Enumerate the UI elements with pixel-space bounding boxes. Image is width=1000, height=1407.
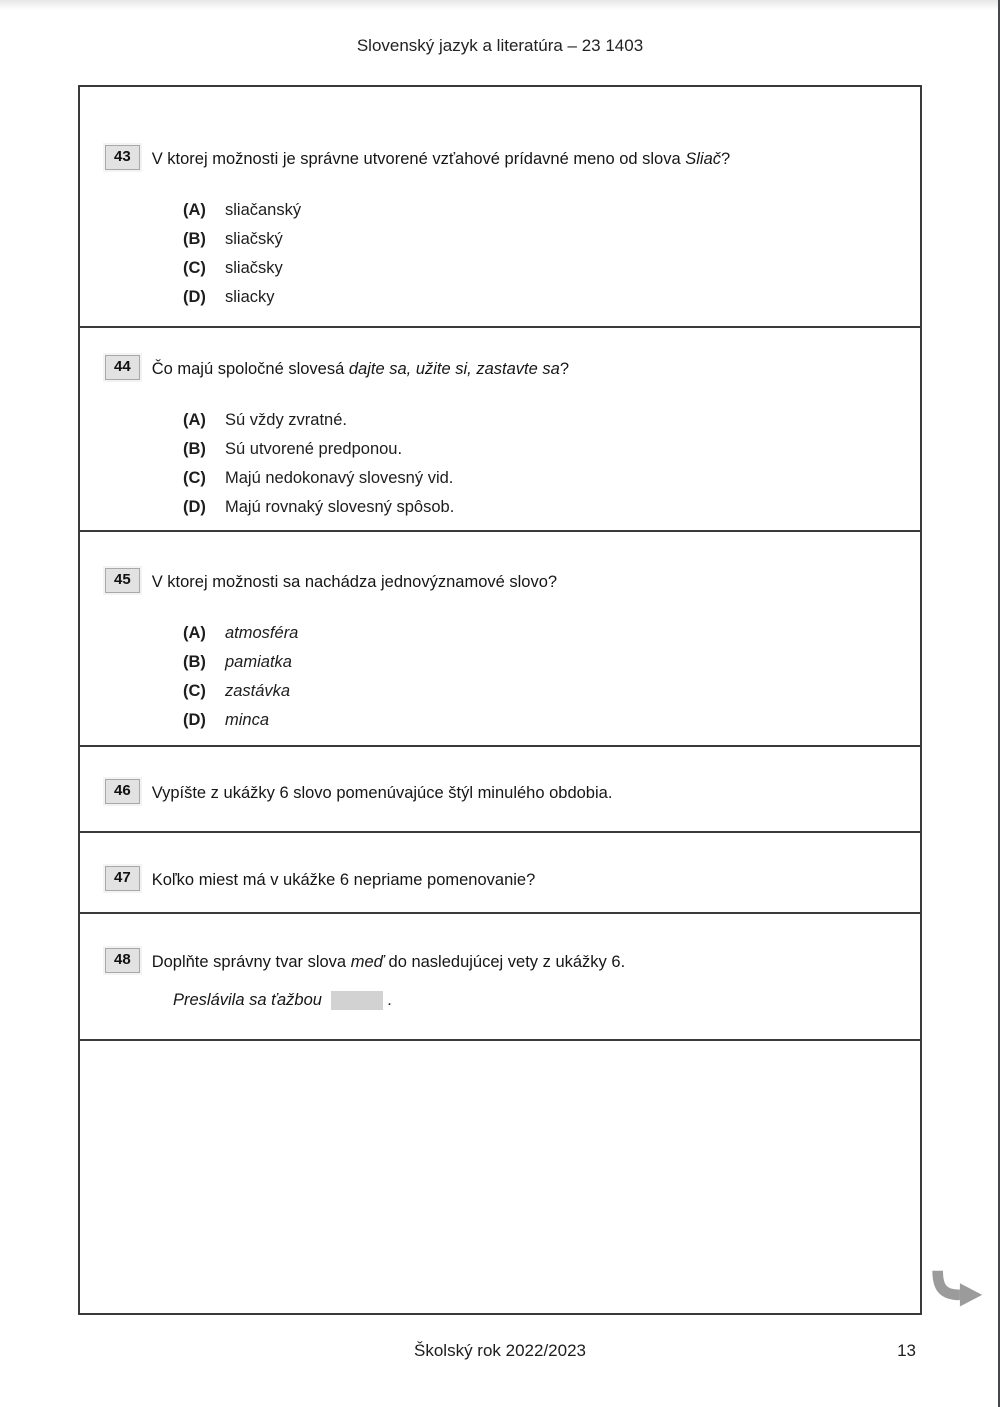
question-section-47 <box>80 831 920 912</box>
question-number-badge: 44 <box>105 355 140 380</box>
option-row-d <box>183 283 892 312</box>
fill-sentence-period: . <box>387 991 393 1010</box>
question-section-43 <box>80 87 920 326</box>
option-text: minca <box>225 711 270 730</box>
option-text: Majú nedokonavý slovesný vid. <box>225 469 454 488</box>
fill-sentence <box>173 991 892 1010</box>
question-number-badge: 46 <box>105 779 140 804</box>
prompt-text-after: ? <box>559 360 570 378</box>
answer-blank <box>331 991 383 1010</box>
footer-page-number: 13 <box>897 1341 916 1360</box>
option-text: zastávka <box>225 682 291 701</box>
option-text: Majú rovnaký slovesný spôsob. <box>225 498 455 517</box>
prompt-italic-text: meď <box>350 953 384 971</box>
option-row-b <box>183 648 892 677</box>
option-row-c <box>183 254 892 283</box>
fill-sentence-text: Preslávila sa ťažbou <box>173 991 322 1010</box>
option-text: sliačanský <box>225 201 302 220</box>
option-label: (C) <box>183 469 206 488</box>
option-row-a <box>183 196 892 225</box>
question-prompt <box>152 355 569 380</box>
option-row-b <box>183 435 892 464</box>
empty-section <box>80 1039 920 1313</box>
prompt-text: V ktorej možnosti je správne utvorené vzťahové prídavné meno od slova <box>151 150 686 168</box>
option-row-d <box>183 493 892 522</box>
exam-questions-frame <box>78 85 922 1315</box>
option-text: sliačský <box>225 230 283 249</box>
option-text: sliačsky <box>225 259 283 278</box>
prompt-text-after: do nasledujúcej vety z ukážky 6. <box>383 953 626 971</box>
option-label: (D) <box>183 711 206 730</box>
question-prompt <box>152 948 625 973</box>
option-label: (C) <box>183 682 206 701</box>
prompt-text-after: ? <box>721 150 731 168</box>
question-prompt <box>152 568 557 593</box>
prompt-text: V ktorej možnosti sa nachádza jednovýznamové slovo? <box>151 573 558 591</box>
option-label: (D) <box>183 498 206 517</box>
question-number-badge: 47 <box>105 866 140 891</box>
question-row <box>105 948 892 973</box>
option-row-c <box>183 677 892 706</box>
question-prompt <box>152 779 613 804</box>
option-row-a <box>183 619 892 648</box>
prompt-text: Vypíšte z ukážky 6 slovo pomenúvajúce štýl minulého obdobia. <box>151 784 613 802</box>
question-row <box>105 866 892 891</box>
options-list <box>183 619 892 735</box>
option-label: (D) <box>183 288 206 307</box>
option-text: sliacky <box>225 288 275 307</box>
prompt-italic-text: dajte sa, užite si, zastavte sa <box>348 360 560 378</box>
question-section-48 <box>80 912 920 1039</box>
option-label: (C) <box>183 259 206 278</box>
question-row <box>105 145 892 170</box>
question-prompt <box>152 145 731 170</box>
prompt-text: Koľko miest má v ukážke 6 nepriame pomenovanie? <box>151 871 536 889</box>
option-label: (B) <box>183 230 206 249</box>
option-row-d <box>183 706 892 735</box>
prompt-text: Doplňte správny tvar slova <box>151 953 351 971</box>
option-label: (B) <box>183 440 206 459</box>
option-label: (A) <box>183 201 206 220</box>
option-text: Sú vždy zvratné. <box>225 411 347 430</box>
question-row <box>105 568 892 593</box>
option-text: Sú utvorené predponou. <box>225 440 403 459</box>
option-row-b <box>183 225 892 254</box>
question-row <box>105 779 892 804</box>
question-prompt <box>152 866 536 891</box>
option-row-a <box>183 406 892 435</box>
prompt-text: Čo majú spoločné slovesá <box>151 360 349 378</box>
option-text: pamiatka <box>225 653 292 672</box>
prompt-italic-text: Sliač <box>685 150 722 168</box>
options-list <box>183 406 892 522</box>
option-label: (B) <box>183 653 206 672</box>
footer-school-year: Školský rok 2022/2023 <box>414 1341 586 1360</box>
top-edge-shadow <box>0 0 1000 10</box>
question-number-badge: 45 <box>105 568 140 593</box>
question-section-44 <box>80 326 920 530</box>
option-text: atmosféra <box>225 624 299 643</box>
page-title: Slovenský jazyk a literatúra – 23 1403 <box>356 36 644 55</box>
options-list <box>183 196 892 312</box>
question-number-badge: 48 <box>105 948 140 973</box>
question-number-badge: 43 <box>105 145 140 170</box>
option-label: (A) <box>183 624 206 643</box>
question-section-46 <box>80 745 920 831</box>
next-page-arrow-icon <box>928 1268 986 1314</box>
option-label: (A) <box>183 411 206 430</box>
option-row-c <box>183 464 892 493</box>
question-section-45 <box>80 530 920 745</box>
question-row <box>105 355 892 380</box>
